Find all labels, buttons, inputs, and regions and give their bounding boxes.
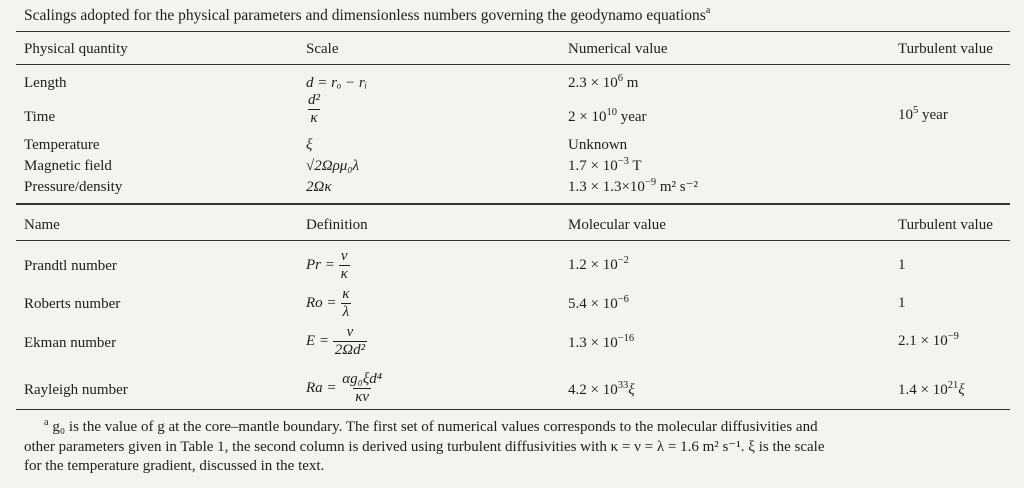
row-length-name: Length xyxy=(24,75,67,91)
header1-rule xyxy=(16,64,1010,65)
row-prandtl-turbulent: 1 xyxy=(898,257,906,273)
row-time-scale: $\frac{\text{d²}}{\kappa}$ xyxy=(308,92,320,126)
row-ekman-definition: E = $\frac{\nu}{\text{2Ωd²}}$ xyxy=(306,324,366,358)
row-time-turbulent: $10^5$ year xyxy=(898,105,948,123)
row-prandtl-definition: Pr = $\frac{\nu}{\kappa}$ xyxy=(306,248,348,282)
row-rayleigh-definition: Ra = $\frac{\text{αg₀ξd⁴}}{\kappa\nu}$ xyxy=(306,371,383,405)
row-pressure-name: Pressure/density xyxy=(24,179,123,195)
row-roberts-molecular: $5.4 \times 10^{-6}$ xyxy=(568,294,629,312)
row-roberts-turbulent: 1 xyxy=(898,295,906,311)
header-name: Name xyxy=(24,217,60,233)
row-temperature-value: Unknown xyxy=(568,137,628,153)
row-rayleigh-name: Rayleigh number xyxy=(24,382,128,398)
row-time-name: Time xyxy=(24,109,56,125)
row-length-scale: d = rₒ − rᵢ xyxy=(306,75,368,91)
footnote-line-3: for the temperature gradient, discussed in the text. xyxy=(24,458,325,474)
table-caption: Scalings adopted for the physical parameters and dimensionless numbers governing the geodynamo equations$^a$ xyxy=(24,5,711,25)
row-magnetic-value: $1.7 \times 10^{-3}$ T xyxy=(568,156,642,174)
bottom-rule xyxy=(16,409,1010,410)
row-pressure-value: $1.3 \times 1.3\times 10^{-9}$ m² s⁻² xyxy=(568,177,699,195)
row-prandtl-name: Prandtl number xyxy=(24,258,117,274)
table-footnote xyxy=(24,418,1012,477)
header-molecular-value: Molecular value xyxy=(568,217,666,233)
header-scale: Scale xyxy=(306,41,339,57)
row-time-value: $2 \times 10^{10}$ year xyxy=(568,107,647,125)
row-ekman-molecular: $1.3 \times 10^{-16}$ xyxy=(568,333,635,351)
row-length-value: $2.3 \times 10^6$ m xyxy=(568,73,639,91)
caption-footnote-mark: a xyxy=(705,5,711,16)
header-physical-quantity: Physical quantity xyxy=(24,41,128,57)
header2-rule xyxy=(16,240,1010,241)
header-definition: Definition xyxy=(306,217,368,233)
header-numerical-value: Numerical value xyxy=(568,41,668,57)
footnote-line-2: other parameters given in Table 1, the second column is derived using turbulent diffusivities with κ = ν = λ = 1.6 m² s⁻¹. ξ is the scale xyxy=(24,438,825,455)
row-ekman-turbulent: $2.1 \times 10^{-9}$ xyxy=(898,331,959,349)
row-rayleigh-molecular: $4.2 \times 10^{33}\xi$ xyxy=(568,380,635,398)
row-prandtl-molecular: $1.2 \times 10^{-2}$ xyxy=(568,255,629,273)
section-rule xyxy=(16,203,1010,205)
row-temperature-scale: ξ xyxy=(306,137,313,153)
header-turbulent-value: Turbulent value xyxy=(898,41,993,57)
row-roberts-definition: Ro = $\frac{\kappa}{\lambda}$ xyxy=(306,286,350,320)
top-rule xyxy=(16,31,1010,32)
row-rayleigh-turbulent: $1.4 \times 10^{21}\xi$ xyxy=(898,380,965,398)
row-magnetic-name: Magnetic field xyxy=(24,158,112,174)
row-pressure-scale: 2Ωκ xyxy=(306,179,332,195)
row-temperature-name: Temperature xyxy=(24,137,100,153)
footnote-line-1: $^a$ g₀ is the value of g at the core–mantle boundary. The first set of numerical values corresponds to the molecular diffusivities and xyxy=(44,417,818,435)
row-ekman-name: Ekman number xyxy=(24,335,117,351)
header-turbulent-value-2: Turbulent value xyxy=(898,217,993,233)
row-roberts-name: Roberts number xyxy=(24,296,121,312)
row-magnetic-scale: √2Ωρμ₀λ xyxy=(306,158,360,174)
